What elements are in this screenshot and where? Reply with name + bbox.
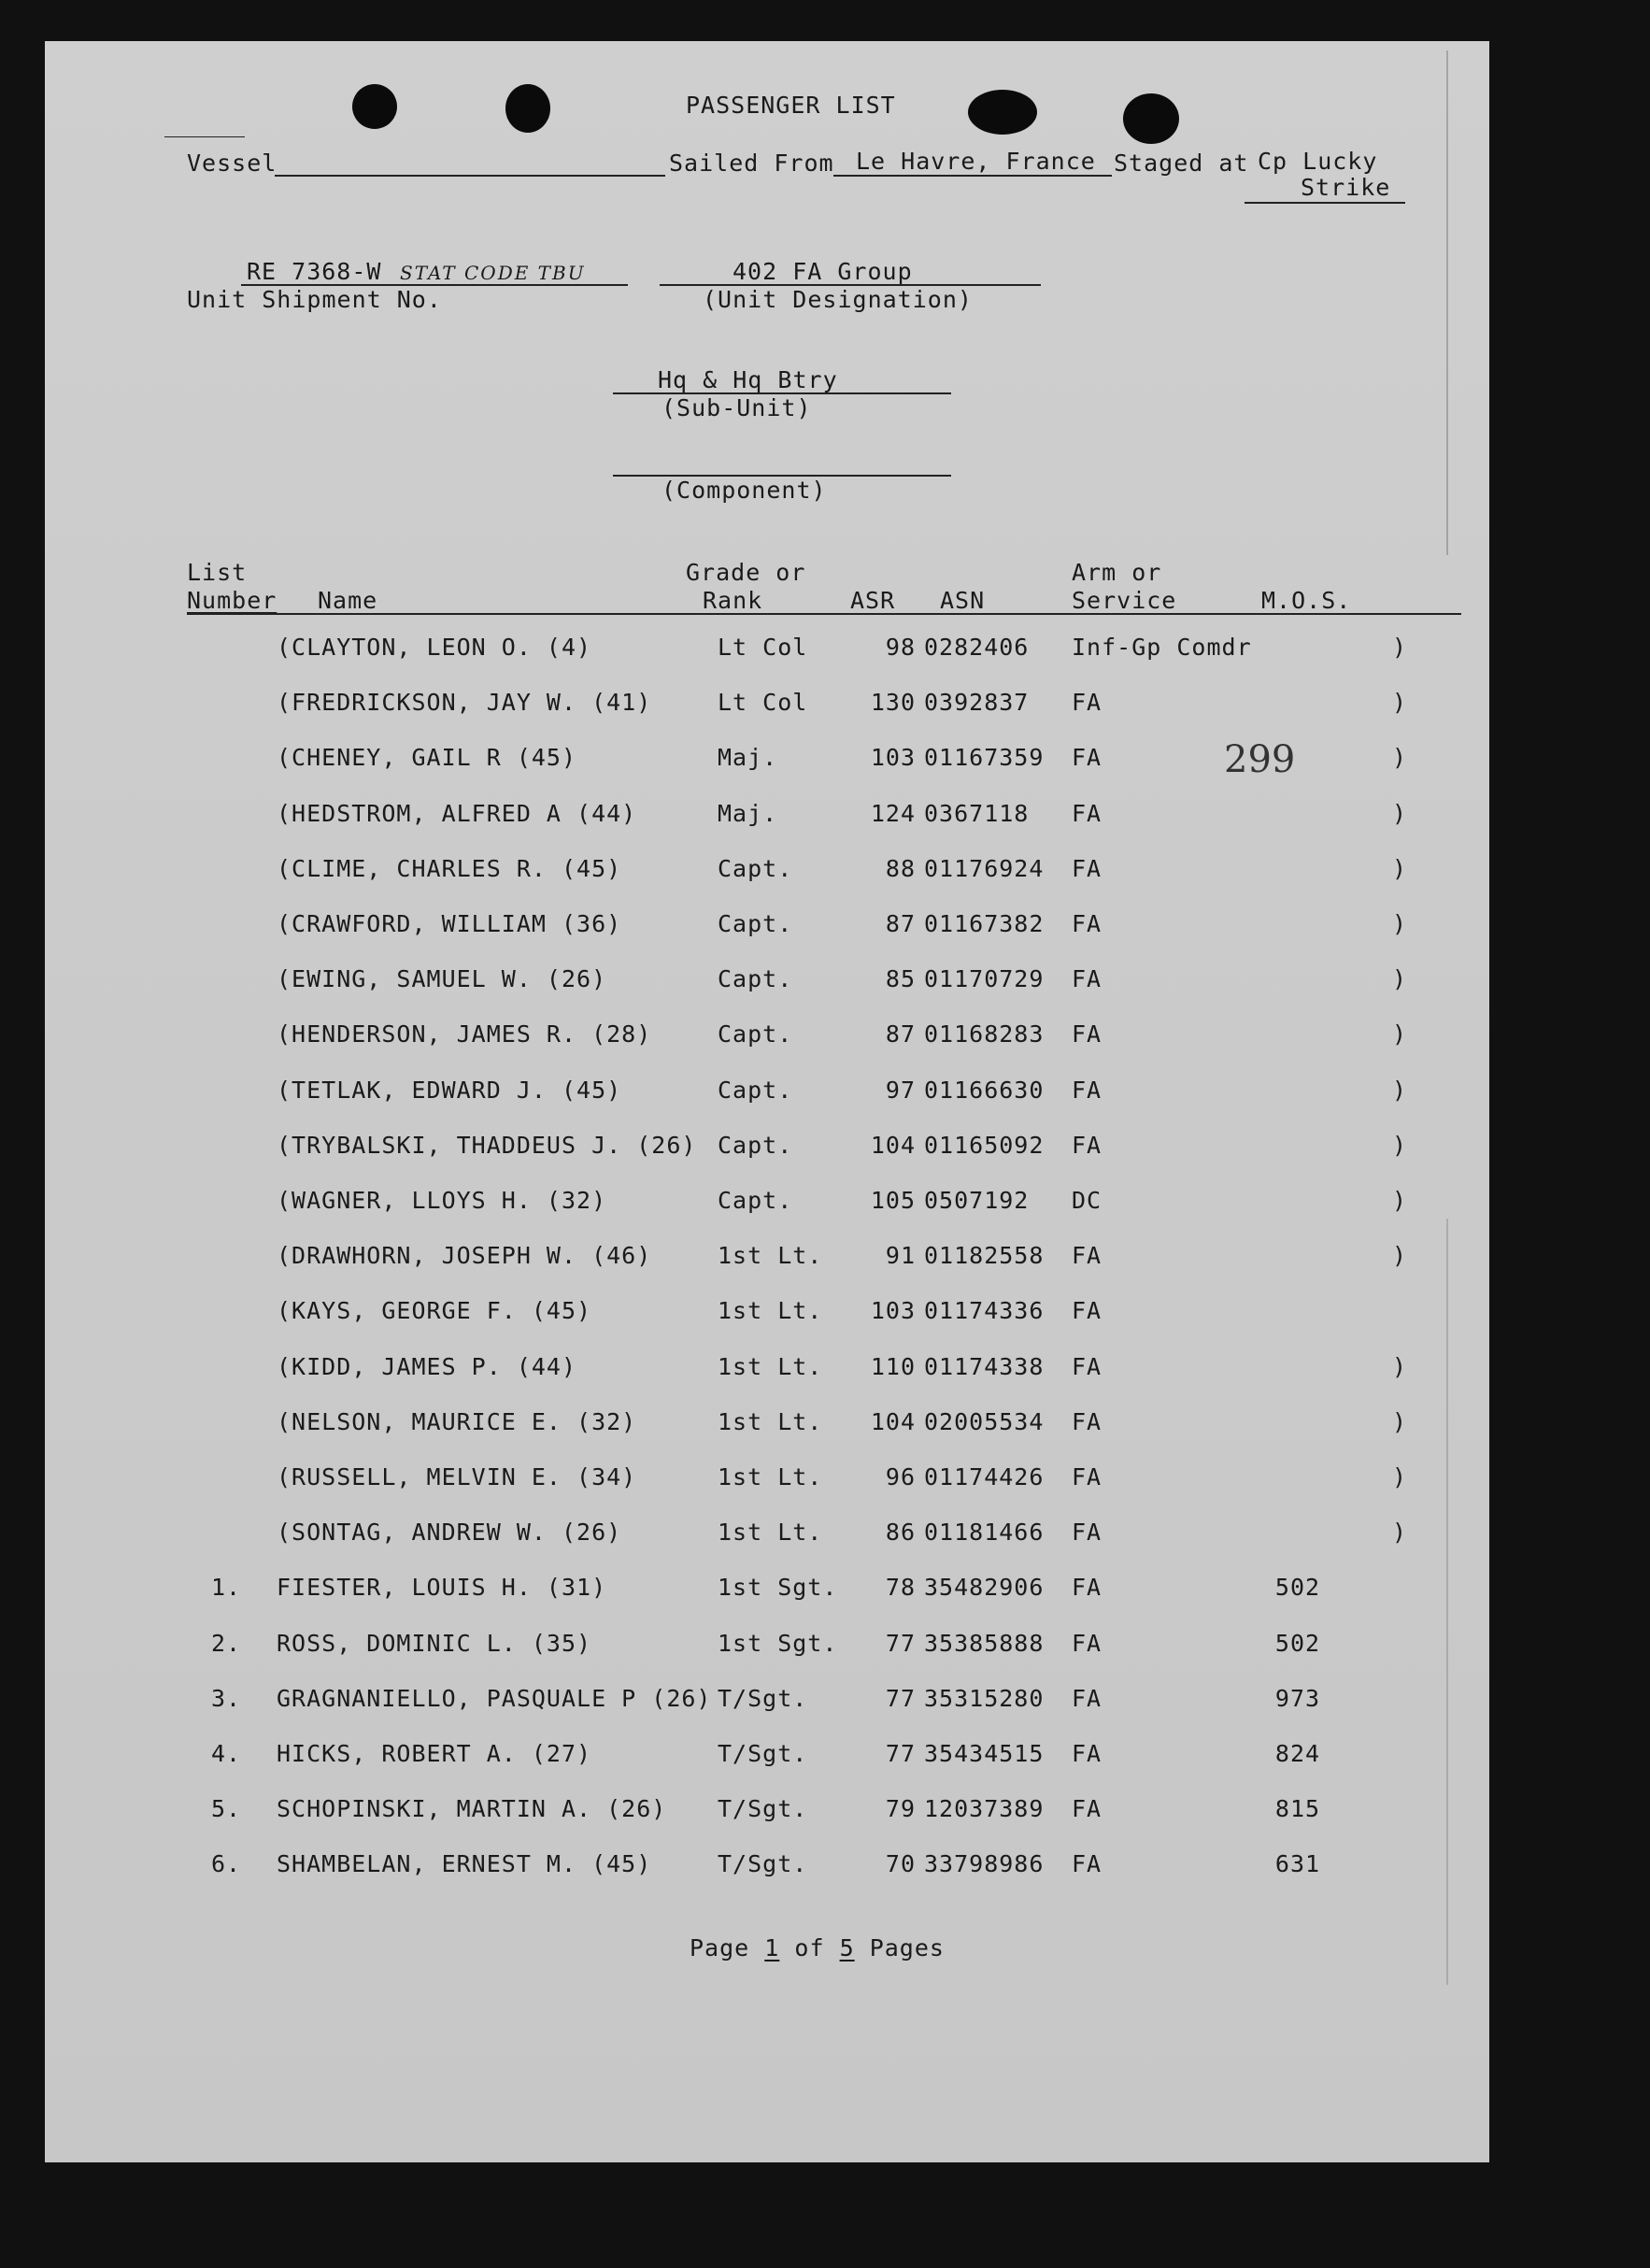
passenger-name: (WAGNER, LLOYS H. (32): [277, 1187, 607, 1214]
vessel-label: Vessel: [187, 150, 277, 177]
passenger-name: (CLAYTON, LEON O. (4): [277, 634, 592, 661]
asn-number: 33798986: [924, 1850, 1045, 1877]
header-service: Service: [1072, 587, 1177, 614]
grade-rank: 1st Lt.: [718, 1519, 823, 1546]
bracket-mark: ): [1392, 1020, 1408, 1048]
asr-score: 77: [885, 1740, 916, 1767]
asn-number: 01174426: [924, 1463, 1045, 1491]
punch-hole: [505, 84, 550, 133]
asn-number: 0367118: [924, 800, 1030, 827]
passenger-name: (CRAWFORD, WILLIAM (36): [277, 910, 622, 937]
table-row: [45, 1020, 1489, 1054]
passenger-name: SHAMBELAN, ERNEST M. (45): [277, 1850, 652, 1877]
asn-number: 01170729: [924, 965, 1045, 992]
bracket-mark: ): [1392, 800, 1408, 827]
grade-rank: 1st Lt.: [718, 1297, 823, 1324]
asr-score: 130: [870, 689, 916, 716]
grade-rank: T/Sgt.: [718, 1850, 808, 1877]
page-footer: [690, 1934, 945, 1961]
bracket-mark: ): [1392, 1077, 1408, 1104]
bracket-mark: ): [1392, 689, 1408, 716]
asn-number: 0282406: [924, 634, 1030, 661]
passenger-name: (RUSSELL, MELVIN E. (34): [277, 1463, 637, 1491]
table-row: [45, 1353, 1489, 1387]
list-number: 2.: [211, 1630, 242, 1657]
asr-score: 91: [885, 1242, 916, 1269]
bracket-mark: ): [1392, 1242, 1408, 1269]
mos-code: 815: [1274, 1795, 1321, 1822]
arm-service: Inf-Gp Comdr: [1072, 634, 1252, 661]
table-row: [45, 689, 1489, 722]
asr-score: 87: [885, 910, 916, 937]
staged-label: Staged at: [1114, 150, 1249, 177]
asr-score: 77: [885, 1630, 916, 1657]
header-underline: [187, 613, 1461, 615]
bracket-mark: ): [1392, 1519, 1408, 1546]
arm-service: FA: [1072, 910, 1102, 937]
arm-service: FA: [1072, 1408, 1102, 1435]
asn-number: 01167359: [924, 744, 1045, 771]
sailed-from-value: Le Havre, France: [856, 148, 1096, 175]
asr-score: 79: [885, 1795, 916, 1822]
bracket-mark: ): [1392, 1408, 1408, 1435]
asr-score: 85: [885, 965, 916, 992]
asn-number: 12037389: [924, 1795, 1045, 1822]
unit-designation-value: 402 FA Group: [733, 258, 913, 285]
header-mos: M.O.S.: [1261, 587, 1352, 614]
asr-score: 103: [870, 1297, 916, 1324]
bracket-mark: ): [1392, 744, 1408, 771]
passenger-name: (CHENEY, GAIL R (45): [277, 744, 577, 771]
table-row: [45, 1077, 1489, 1110]
bracket-mark: ): [1392, 634, 1408, 661]
passenger-name: (FREDRICKSON, JAY W. (41): [277, 689, 652, 716]
grade-rank: 1st Sgt.: [718, 1630, 838, 1657]
asr-score: 88: [885, 855, 916, 882]
arm-service: FA: [1072, 1132, 1102, 1159]
asn-number: 35385888: [924, 1630, 1045, 1657]
bracket-mark: ): [1392, 1132, 1408, 1159]
grade-rank: Capt.: [718, 1187, 793, 1214]
passenger-name: (TETLAK, EDWARD J. (45): [277, 1077, 622, 1104]
asn-number: 01165092: [924, 1132, 1045, 1159]
bracket-mark: ): [1392, 855, 1408, 882]
component-label: (Component): [661, 477, 827, 504]
header-asn: ASN: [940, 587, 986, 614]
bracket-mark: ): [1392, 1463, 1408, 1491]
asn-number: 0507192: [924, 1187, 1030, 1214]
passenger-name: (TRYBALSKI, THADDEUS J. (26): [277, 1132, 697, 1159]
asn-number: 01176924: [924, 855, 1045, 882]
table-row: [45, 1519, 1489, 1552]
sub-unit-label: (Sub-Unit): [661, 394, 812, 421]
mos-code: 824: [1274, 1740, 1321, 1767]
passenger-name: (DRAWHORN, JOSEPH W. (46): [277, 1242, 652, 1269]
grade-rank: Maj.: [718, 744, 778, 771]
asn-number: 01181466: [924, 1519, 1045, 1546]
table-row: [45, 1850, 1489, 1884]
asn-number: 01166630: [924, 1077, 1045, 1104]
arm-service: DC: [1072, 1187, 1102, 1214]
unit-shipment-label: Unit Shipment No.: [187, 286, 442, 313]
footer-prefix: Page: [690, 1934, 750, 1961]
passenger-name: FIESTER, LOUIS H. (31): [277, 1574, 607, 1601]
bracket-mark: ): [1392, 1353, 1408, 1380]
staged-value-line1: Cp Lucky: [1258, 148, 1378, 175]
asr-score: 110: [870, 1353, 916, 1380]
punch-hole: [352, 84, 397, 129]
list-number: 5.: [211, 1795, 242, 1822]
asr-score: 105: [870, 1187, 916, 1214]
sailed-from-label: Sailed From: [669, 150, 834, 177]
list-number: 1.: [211, 1574, 242, 1601]
list-number: 6.: [211, 1850, 242, 1877]
grade-rank: 1st Lt.: [718, 1408, 823, 1435]
asn-number: 01174336: [924, 1297, 1045, 1324]
arm-service: FA: [1072, 1740, 1102, 1767]
stat-code-handwritten: STAT CODE TBU: [400, 262, 586, 284]
asn-number: 02005534: [924, 1408, 1045, 1435]
grade-rank: Capt.: [718, 1132, 793, 1159]
asr-score: 96: [885, 1463, 916, 1491]
list-number: 4.: [211, 1740, 242, 1767]
passenger-name: (KAYS, GEORGE F. (45): [277, 1297, 592, 1324]
asn-number: 01174338: [924, 1353, 1045, 1380]
scan-edge-mark: [1446, 50, 1448, 555]
grade-rank: Lt Col: [718, 634, 808, 661]
table-row: [45, 634, 1489, 667]
passenger-name: (NELSON, MAURICE E. (32): [277, 1408, 637, 1435]
grade-rank: Capt.: [718, 855, 793, 882]
staged-underline: [1245, 202, 1405, 204]
page-title: PASSENGER LIST: [686, 92, 896, 119]
asr-score: 104: [870, 1132, 916, 1159]
asn-number: 35315280: [924, 1685, 1045, 1712]
vessel-underline: [275, 175, 665, 177]
table-row: [45, 1187, 1489, 1220]
grade-rank: Capt.: [718, 1020, 793, 1048]
arm-service: FA: [1072, 744, 1102, 771]
table-row: [45, 1630, 1489, 1663]
arm-service: FA: [1072, 689, 1102, 716]
sub-unit-value: Hq & Hq Btry: [658, 366, 838, 393]
footer-of: of: [794, 1934, 825, 1961]
table-row: [45, 1740, 1489, 1774]
arm-service: FA: [1072, 1242, 1102, 1269]
table-row: [45, 1297, 1489, 1331]
passenger-name: (KIDD, JAMES P. (44): [277, 1353, 577, 1380]
passenger-name: ROSS, DOMINIC L. (35): [277, 1630, 592, 1657]
grade-rank: 1st Lt.: [718, 1242, 823, 1269]
bracket-mark: ): [1392, 910, 1408, 937]
arm-service: FA: [1072, 965, 1102, 992]
table-row: [45, 910, 1489, 944]
grade-rank: Capt.: [718, 910, 793, 937]
scan-edge-mark: [1446, 1219, 1448, 1985]
asr-score: 97: [885, 1077, 916, 1104]
asr-score: 104: [870, 1408, 916, 1435]
passenger-name: (EWING, SAMUEL W. (26): [277, 965, 607, 992]
grade-rank: 1st Sgt.: [718, 1574, 838, 1601]
asr-score: 98: [885, 634, 916, 661]
grade-rank: 1st Lt.: [718, 1463, 823, 1491]
grade-rank: 1st Lt.: [718, 1353, 823, 1380]
asr-score: 77: [885, 1685, 916, 1712]
grade-rank: T/Sgt.: [718, 1685, 808, 1712]
table-row: [45, 1574, 1489, 1607]
passenger-name: (HEDSTROM, ALFRED A (44): [277, 800, 637, 827]
header-asr: ASR: [850, 587, 896, 614]
passenger-name: (HENDERSON, JAMES R. (28): [277, 1020, 652, 1048]
arm-service: FA: [1072, 1630, 1102, 1657]
table-row: [45, 1132, 1489, 1165]
table-row: [45, 855, 1489, 889]
arm-service: FA: [1072, 1574, 1102, 1601]
passenger-list-page: [45, 41, 1489, 2162]
header-grade: Grade or: [686, 559, 806, 586]
arm-service: FA: [1072, 1353, 1102, 1380]
table-row: [45, 1795, 1489, 1829]
asr-score: 124: [870, 800, 916, 827]
bracket-mark: ): [1392, 965, 1408, 992]
grade-rank: Maj.: [718, 800, 778, 827]
arm-service: FA: [1072, 1463, 1102, 1491]
asn-number: 0392837: [924, 689, 1030, 716]
margin-mark: [164, 136, 245, 137]
unit-shipment-value: RE 7368-W: [247, 258, 382, 285]
asn-number: 01167382: [924, 910, 1045, 937]
header-arm: Arm or: [1072, 559, 1162, 586]
punch-hole: [1123, 93, 1179, 144]
footer-page-number: 1: [764, 1934, 780, 1961]
asr-score: 78: [885, 1574, 916, 1601]
asr-score: 103: [870, 744, 916, 771]
stamped-number: 299: [1224, 738, 1296, 781]
table-row: [45, 1242, 1489, 1276]
passenger-name: (SONTAG, ANDREW W. (26): [277, 1519, 622, 1546]
header-name: Name: [318, 587, 378, 614]
grade-rank: Capt.: [718, 965, 793, 992]
header-rank: Rank: [703, 587, 763, 614]
punch-hole: [968, 90, 1037, 135]
arm-service: FA: [1072, 1077, 1102, 1104]
asn-number: 01168283: [924, 1020, 1045, 1048]
asn-number: 35434515: [924, 1740, 1045, 1767]
table-row: [45, 1463, 1489, 1497]
grade-rank: T/Sgt.: [718, 1740, 808, 1767]
arm-service: FA: [1072, 800, 1102, 827]
arm-service: FA: [1072, 1020, 1102, 1048]
asr-score: 70: [885, 1850, 916, 1877]
grade-rank: Capt.: [718, 1077, 793, 1104]
passenger-name: HICKS, ROBERT A. (27): [277, 1740, 592, 1767]
footer-total-pages: 5: [839, 1934, 855, 1961]
arm-service: FA: [1072, 855, 1102, 882]
arm-service: FA: [1072, 1795, 1102, 1822]
mos-code: 631: [1274, 1850, 1321, 1877]
list-number: 3.: [211, 1685, 242, 1712]
arm-service: FA: [1072, 1685, 1102, 1712]
staged-value-line2: Strike: [1301, 174, 1391, 201]
grade-rank: T/Sgt.: [718, 1795, 808, 1822]
arm-service: FA: [1072, 1519, 1102, 1546]
footer-suffix: Pages: [869, 1934, 945, 1961]
asr-score: 87: [885, 1020, 916, 1048]
header-list: List: [187, 559, 248, 586]
table-row: [45, 965, 1489, 999]
mos-code: 502: [1274, 1574, 1321, 1601]
passenger-name: (CLIME, CHARLES R. (45): [277, 855, 622, 882]
mos-code: 502: [1274, 1630, 1321, 1657]
arm-service: FA: [1072, 1297, 1102, 1324]
mos-code: 973: [1274, 1685, 1321, 1712]
arm-service: FA: [1072, 1850, 1102, 1877]
table-row: [45, 1408, 1489, 1442]
asn-number: 01182558: [924, 1242, 1045, 1269]
unit-designation-label: (Unit Designation): [703, 286, 973, 313]
passenger-name: GRAGNANIELLO, PASQUALE P (26): [277, 1685, 712, 1712]
sailed-from-underline: [833, 175, 1112, 177]
table-row: [45, 1685, 1489, 1719]
asr-score: 86: [885, 1519, 916, 1546]
asn-number: 35482906: [924, 1574, 1045, 1601]
bracket-mark: ): [1392, 1187, 1408, 1214]
grade-rank: Lt Col: [718, 689, 808, 716]
header-number: Number: [187, 587, 277, 614]
table-row: [45, 800, 1489, 834]
passenger-name: SCHOPINSKI, MARTIN A. (26): [277, 1795, 667, 1822]
